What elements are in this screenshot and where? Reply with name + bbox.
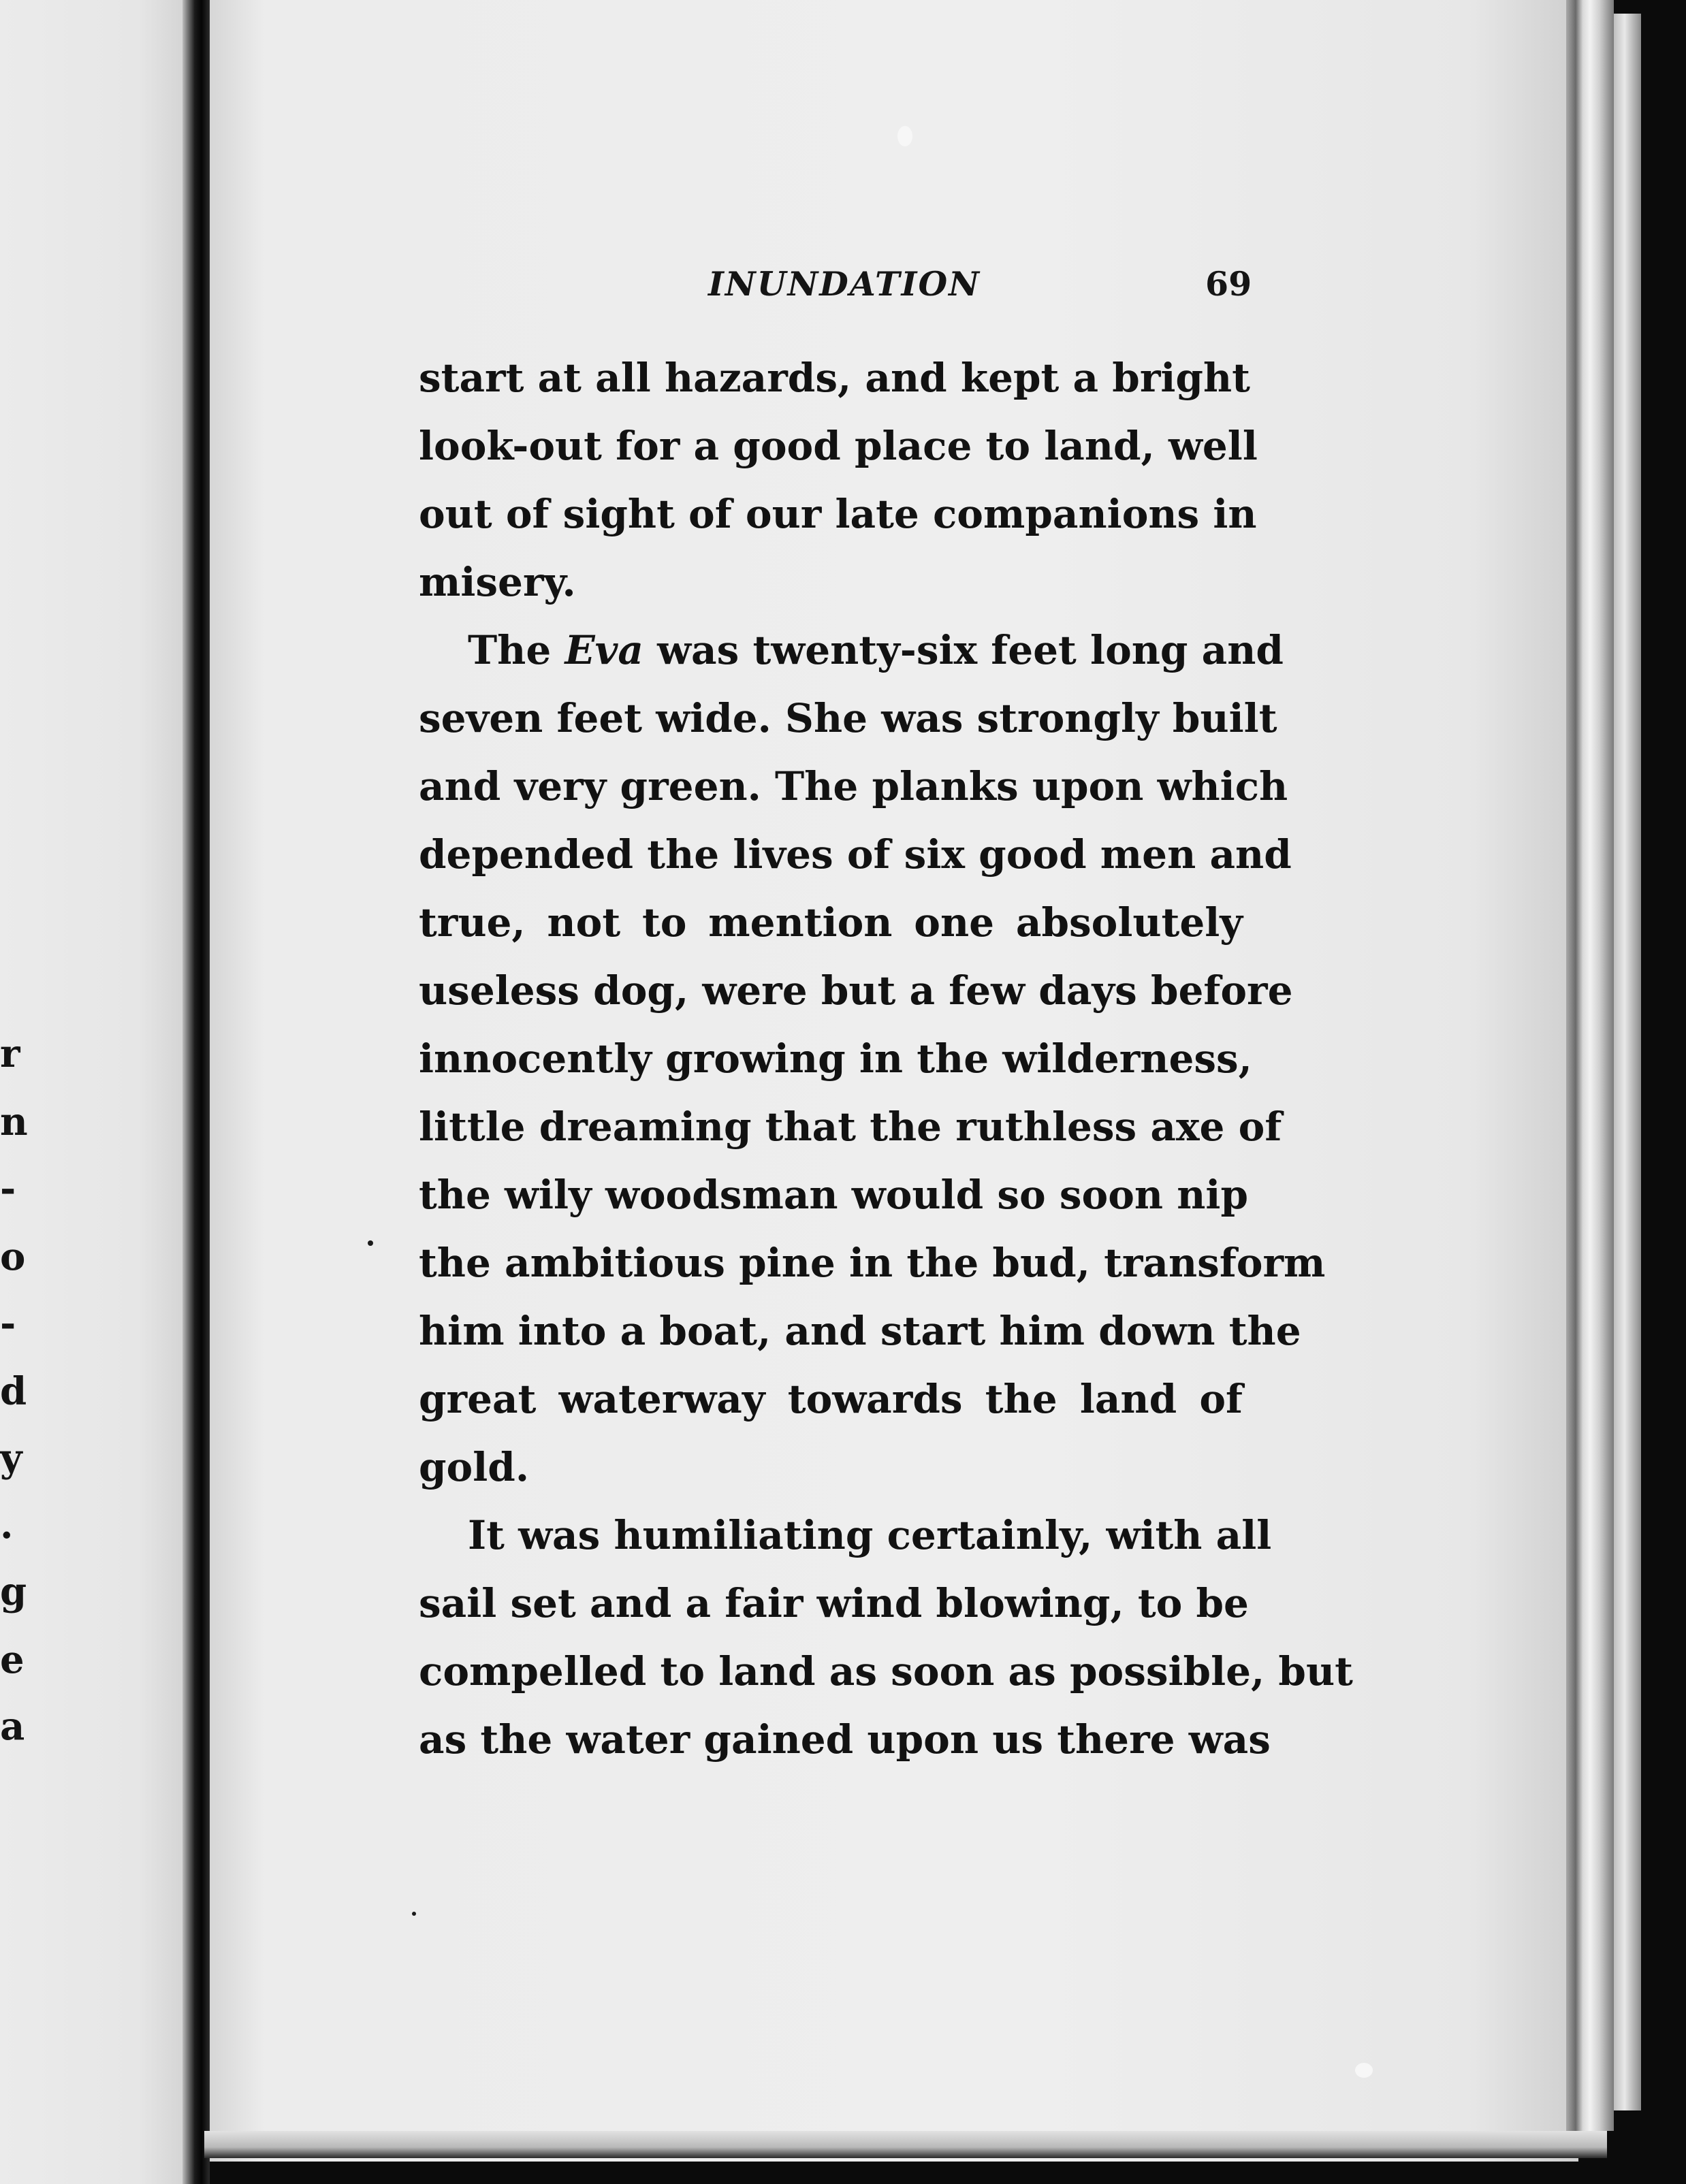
fragment-char: r xyxy=(0,1031,20,1076)
page-header xyxy=(0,264,1686,305)
scan-speck xyxy=(897,126,912,146)
text-line: the wily woodsman would so soon nip xyxy=(419,1172,1248,1218)
fragment-char: o xyxy=(0,1234,26,1279)
text-line: innocently growing in the wilderness, xyxy=(419,1035,1252,1082)
page-stack-edge xyxy=(1566,0,1614,2131)
paragraph-first-line: The Eva was twenty-six feet long and xyxy=(468,627,1284,673)
text-line: great waterway towards the land of xyxy=(419,1376,1243,1422)
page-number: 69 xyxy=(1205,264,1252,304)
fragment-char: - xyxy=(0,1301,16,1346)
running-head: INUNDATION xyxy=(708,264,981,304)
body-text xyxy=(419,344,1353,1773)
scan-dot xyxy=(368,1240,373,1246)
scan-speck xyxy=(1355,2063,1373,2078)
text-line: and very green. The planks upon which xyxy=(419,763,1288,809)
text-line: the ambitious pine in the bud, transform xyxy=(419,1240,1326,1286)
scan-dot xyxy=(412,1912,416,1916)
fragment-char: g xyxy=(0,1569,27,1614)
text-line: sail set and a fair wind blowing, to be xyxy=(419,1580,1249,1626)
text-line: true, not to mention one absolutely xyxy=(419,899,1243,946)
left-facing-page xyxy=(0,0,197,2184)
fragment-char: d xyxy=(0,1369,27,1414)
fragment-char: . xyxy=(0,1503,14,1547)
text-line: as the water gained upon us there was xyxy=(419,1716,1271,1763)
fragment-char: e xyxy=(0,1637,25,1682)
text-line: compelled to land as soon as possible, but xyxy=(419,1648,1353,1695)
fragment-char: y xyxy=(0,1436,22,1481)
book-gutter xyxy=(182,0,210,2184)
text-line: gold. xyxy=(419,1444,530,1490)
fragment-char: - xyxy=(0,1166,16,1211)
text-line: seven feet wide. She was strongly built xyxy=(419,695,1277,741)
page-bottom-edge xyxy=(204,2131,1607,2158)
ship-name: Eva xyxy=(564,627,643,673)
paragraph-first-line: It was humiliating certainly, with all xyxy=(468,1512,1272,1558)
fragment-char: a xyxy=(0,1704,25,1749)
text-line: little dreaming that the ruthless axe of xyxy=(419,1104,1282,1150)
text-line: look-out for a good place to land, well xyxy=(419,423,1258,469)
text-line: misery. xyxy=(419,559,576,605)
text-line: start at all hazards, and kept a bright xyxy=(419,355,1250,401)
fragment-char: n xyxy=(0,1099,28,1144)
text-line: him into a boat, and start him down the xyxy=(419,1308,1301,1354)
page-stack-edge-outer xyxy=(1614,14,1641,2110)
text-line: out of sight of our late companions in xyxy=(419,491,1257,537)
text-line: depended the lives of six good men and xyxy=(419,831,1292,878)
text-line: useless dog, were but a few days before xyxy=(419,967,1293,1014)
